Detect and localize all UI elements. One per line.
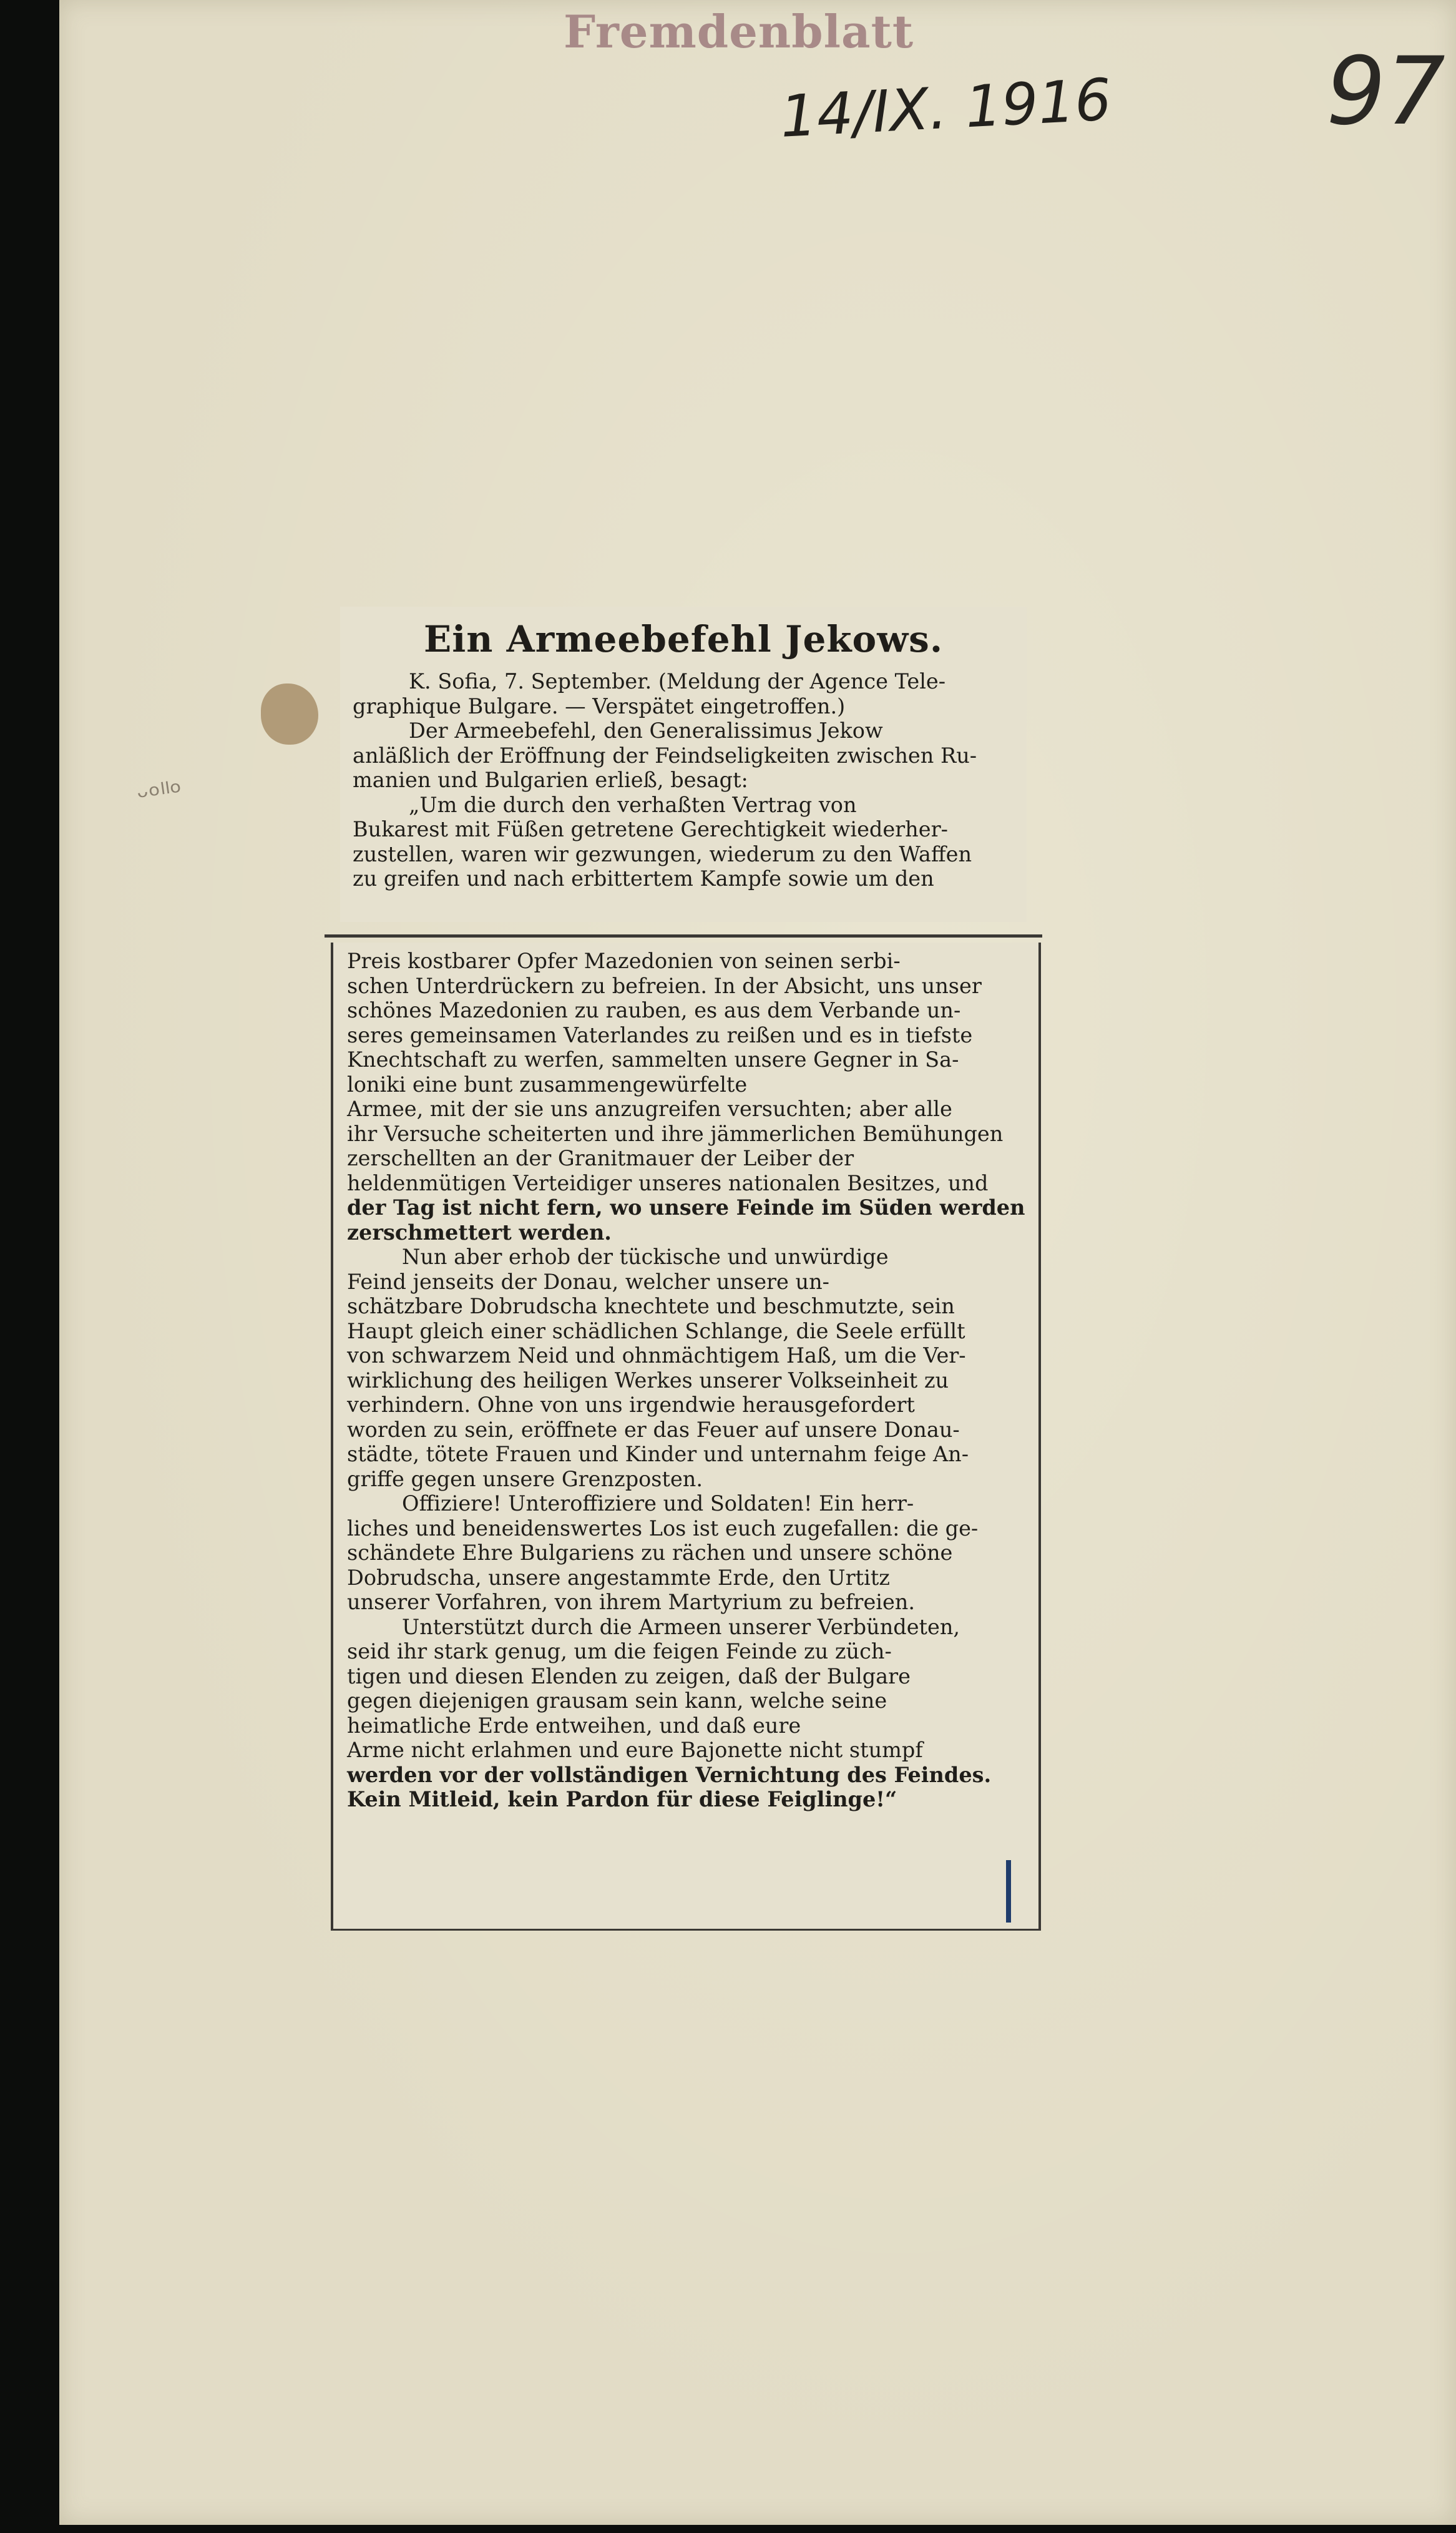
article-line: der Tag ist nicht fern, wo unsere Feinde im Süden werden [347, 1195, 1025, 1220]
article-line: Armee, mit der sie uns anzugreifen versuchten; aber alle [347, 1097, 952, 1121]
article-line: werden vor der vollständigen Vernichtung des Feindes. [347, 1762, 992, 1787]
article-line: unserer Vorfahren, von ihrem Martyrium zu befreien. [347, 1590, 916, 1614]
article-line: Bukarest mit Füßen getretene Gerechtigkeit wiederher- [353, 817, 948, 841]
clipping-divider [325, 934, 1042, 938]
article-line: heimatliche Erde entweihen, und daß eure [347, 1713, 801, 1738]
article-line: von schwarzem Neid und ohnmächtigem Haß, um die Ver- [347, 1343, 966, 1368]
article-line: „Um die durch den verhaßten Vertrag von [409, 792, 857, 817]
article-line: liches und beneidenswertes Los ist euch zugefallen: die ge- [347, 1516, 979, 1541]
article-line: heldenmütigen Verteidiger unseres nationalen Besitzes, und [347, 1170, 989, 1195]
article-line: seres gemeinsamen Vaterlandes zu reißen und es in tiefste [347, 1022, 973, 1047]
blue-pencil-mark [1006, 1860, 1011, 1923]
article-line: Preis kostbarer Opfer Mazedonien von seinen serbi- [347, 949, 901, 973]
article-line: zustellen, waren wir gezwungen, wiederum zu den Waffen [353, 841, 972, 866]
article-line: zu greifen und nach erbittertem Kampfe sowie um den [353, 866, 934, 891]
article-line: schönes Mazedonien zu rauben, es aus dem Verbande un- [347, 998, 961, 1022]
clipping-bottom [331, 943, 1041, 1931]
article-line: Unterstützt durch die Armeen unserer Verbündeten, [402, 1614, 960, 1639]
article-line: Haupt gleich einer schädlichen Schlange, die Seele erfüllt [347, 1318, 965, 1343]
paper-stain [261, 683, 318, 745]
article-line: anläßlich der Eröffnung der Feindseligkeiten zwischen Ru- [353, 743, 977, 768]
article-line: Feind jenseits der Donau, welcher unsere un- [347, 1269, 829, 1294]
article-line: Kein Mitleid, kein Pardon für diese Feiglinge!“ [347, 1787, 897, 1811]
article-line: gegen diejenigen grausam sein kann, welche seine [347, 1688, 887, 1713]
article-line: Der Armeebefehl, den Generalissimus Jekow [409, 718, 883, 743]
page-number: 97 [1326, 37, 1445, 146]
article-headline: Ein Armeebefehl Jekows. [423, 618, 944, 660]
pencil-mark: ᵕᵒˡˡᵒ [135, 774, 185, 814]
article-line: verhindern. Ohne von uns irgendwie herausgefordert [347, 1393, 915, 1417]
article-line: Nun aber erhob der tückische und unwürdige [402, 1245, 889, 1269]
article-line: schen Unterdrückern zu befreien. In der Absicht, uns unser [347, 973, 982, 998]
article-line: worden zu sein, eröffnete er das Feuer auf unsere Donau- [347, 1417, 960, 1442]
article-line: zerschmettert werden. [347, 1220, 612, 1245]
article-line: K. Sofia, 7. September. (Meldung der Agence Tele- [409, 669, 946, 693]
article-line: tigen und diesen Elenden zu zeigen, daß der Bulgare [347, 1663, 911, 1688]
article-line: schändete Ehre Bulgariens zu rächen und unsere schöne [347, 1541, 953, 1565]
article-line: schätzbare Dobrudscha knechtete und beschmutzte, sein [347, 1294, 955, 1318]
article-line: Arme nicht erlahmen und eure Bajonette nicht stumpf [347, 1738, 923, 1762]
article-line: Dobrudscha, unsere angestammte Erde, den Urtitz [347, 1565, 890, 1590]
article-line: zerschellten an der Granitmauer der Leiber der [347, 1146, 854, 1170]
newspaper-stamp: Fremdenblatt [564, 5, 914, 58]
article-line: wirklichung des heiligen Werkes unserer Volkseinheit zu [347, 1368, 949, 1393]
article-line: seid ihr stark genug, um die feigen Feinde zu züch- [347, 1639, 892, 1663]
article-line: graphique Bulgare. — Verspätet eingetroffen.) [353, 693, 846, 718]
article-line: Offiziere! Unteroffiziere und Soldaten! Ein herr- [402, 1491, 914, 1516]
handwritten-date: 14/IX. 1916 [778, 66, 1113, 150]
article-line: griffe gegen unsere Grenzposten. [347, 1466, 703, 1491]
article-line: loniki eine bunt zusammengewürfelte [347, 1072, 748, 1097]
article-line: Knechtschaft zu werfen, sammelten unsere Gegner in Sa- [347, 1047, 959, 1072]
article-line: manien und Bulgarien erließ, besagt: [353, 768, 748, 792]
article-line: städte, tötete Frauen und Kinder und unternahm feige An- [347, 1442, 969, 1466]
article-line: ihr Versuche scheiterten und ihre jämmerlichen Bemühungen [347, 1121, 1004, 1146]
clipping-top [340, 607, 1027, 922]
